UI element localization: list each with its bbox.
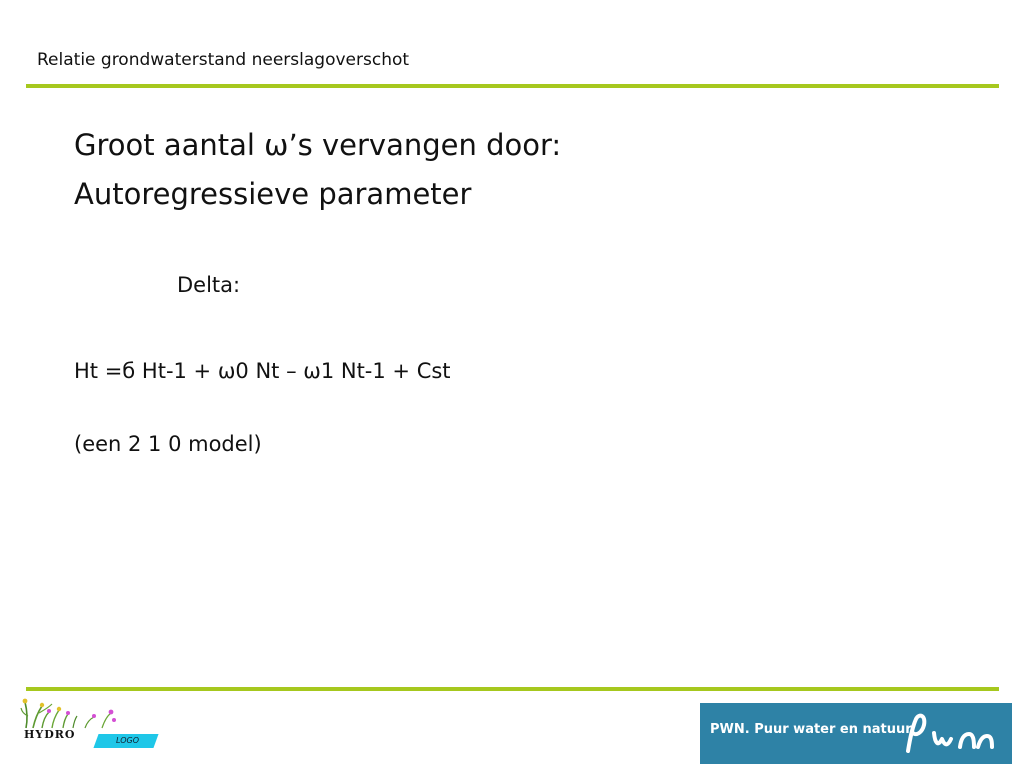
pwn-tagline: PWN. Puur water en natuur. <box>710 722 915 737</box>
model-note: (een 2 1 0 model) <box>74 432 262 456</box>
hydro-logo <box>18 692 160 754</box>
pwn-signature-logo <box>900 709 1004 759</box>
formula-text: Ht =б Ht-1 + ω0 Nt – ω1 Nt-1 + Cst <box>74 359 451 383</box>
header-title: Relatie grondwaterstand neerslagoverschot <box>37 50 410 70</box>
slide-heading-line-1: Groot aantal ω’s vervangen door: <box>74 128 562 162</box>
hydro-logo-wordmark: HYDRO <box>24 728 76 741</box>
logo-badge-text: LOGO <box>116 736 140 745</box>
delta-label: Delta: <box>177 273 241 297</box>
slide-heading-line-2: Autoregressieve parameter <box>74 177 472 211</box>
pwn-banner <box>700 703 1012 764</box>
top-divider <box>26 84 999 88</box>
bottom-divider <box>26 687 999 691</box>
